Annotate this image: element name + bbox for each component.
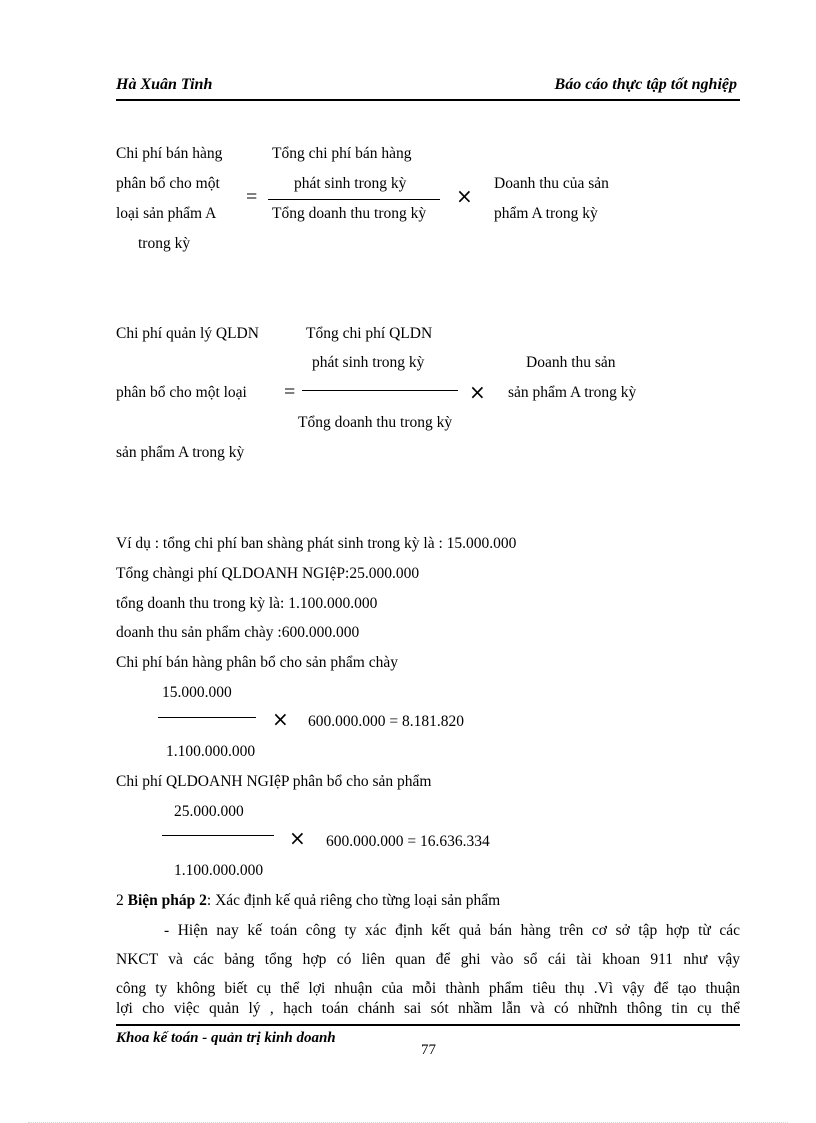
formula1-numerator-line: Tổng chi phí bán hàng bbox=[272, 145, 412, 162]
header-author: Hà Xuân Tinh bbox=[116, 76, 213, 93]
example-line: Ví dụ : tổng chi phí ban shàng phát sinh trong kỳ là : 15.000.000 bbox=[116, 535, 517, 552]
formula1-rhs-line: Doanh thu của sản bbox=[494, 175, 609, 192]
paragraph-line: công ty không biết cụ thể lợi nhuận của mỗi thành phẩm tiêu thụ .Vì vậy để tạo thuận bbox=[116, 980, 740, 997]
calc2-times: × bbox=[289, 826, 306, 850]
section-bold-label: Biện pháp 2 bbox=[127, 892, 207, 909]
formula2-equals: = bbox=[284, 381, 296, 403]
formula2-denominator: Tổng doanh thu trong kỳ bbox=[298, 414, 453, 431]
formula1-equals: = bbox=[246, 186, 258, 208]
formula1-lhs-line: loại sản phẩm A bbox=[116, 205, 217, 222]
formula2-rhs-line: sản phẩm A trong kỳ bbox=[508, 384, 637, 401]
formula1-lhs-line: trong kỳ bbox=[138, 235, 191, 252]
formula2-lhs-line: phân bổ cho một loại bbox=[116, 384, 247, 401]
section-heading bbox=[116, 892, 500, 910]
example-line: tổng doanh thu trong kỳ là: 1.100.000.000 bbox=[116, 595, 378, 612]
header-rule bbox=[116, 99, 740, 101]
footer-faculty: Khoa kế toán - quản trị kinh doanh bbox=[116, 1030, 336, 1046]
formula1-denominator: Tổng doanh thu trong kỳ bbox=[272, 205, 427, 222]
calc1-fraction-bar bbox=[158, 717, 256, 718]
calc1-denominator: 1.100.000.000 bbox=[166, 743, 256, 760]
formula1-numerator-line: phát sinh trong kỳ bbox=[294, 175, 407, 192]
example-label-2: Chi phí QLDOANH NGIệP phân bổ cho sản phẩm bbox=[116, 773, 432, 790]
formula2-lhs-line: Chi phí quản lý QLDN bbox=[116, 325, 259, 342]
paragraph-line: - Hiện nay kế toán công ty xác định kết quả bán hàng trên cơ sở tập hợp từ các bbox=[164, 922, 740, 939]
example-line: doanh thu sản phẩm chày :600.000.000 bbox=[116, 624, 360, 641]
example-line: Chi phí bán hàng phân bổ cho sản phẩm chày bbox=[116, 654, 398, 671]
calc1-times: × bbox=[272, 707, 289, 731]
formula1-rhs-line: phẩm A trong kỳ bbox=[494, 205, 598, 222]
formula2-rhs-line: Doanh thu sản bbox=[526, 354, 616, 371]
section-number: 2 bbox=[116, 892, 124, 909]
calc2-numerator: 25.000.000 bbox=[174, 803, 244, 820]
calc1-numerator: 15.000.000 bbox=[162, 684, 232, 701]
formula1-lhs-line: phân bổ cho một bbox=[116, 175, 220, 192]
calc1-result: 600.000.000 = 8.181.820 bbox=[308, 713, 464, 730]
footer-rule bbox=[116, 1024, 740, 1026]
page-number: 77 bbox=[421, 1042, 436, 1058]
paragraph-line: NKCT và các bảng tổng hợp có liên quan để ghi vào sổ cái tài khoan 911 như vậy bbox=[116, 951, 740, 968]
formula1-fraction-bar bbox=[268, 199, 440, 200]
formula2-fraction-bar bbox=[302, 390, 458, 391]
calc2-denominator: 1.100.000.000 bbox=[174, 862, 264, 879]
calc2-result: 600.000.000 = 16.636.334 bbox=[326, 833, 490, 850]
formula1-times: × bbox=[456, 184, 473, 208]
formula2-numerator-line: phát sinh trong kỳ bbox=[312, 354, 425, 371]
calc2-fraction-bar bbox=[162, 835, 274, 836]
example-line: Tổng chàngi phí QLDOANH NGIệP:25.000.000 bbox=[116, 565, 420, 582]
formula2-numerator-line: Tổng chi phí QLDN bbox=[306, 325, 433, 342]
paragraph-line: lợi cho việc quản lý , hạch toán chánh sai sót nhầm lẫn và có nhữnh thông tin cụ thể bbox=[116, 1000, 740, 1017]
formula1-lhs-line: Chi phí bán hàng bbox=[116, 145, 223, 162]
formula2-times: × bbox=[469, 380, 486, 404]
formula2-lhs-line: sản phẩm A trong kỳ bbox=[116, 444, 245, 461]
header-report-title: Báo cáo thực tập tốt nghiệp bbox=[554, 76, 737, 93]
section-title: : Xác định kế quả riêng cho từng loại sản phẩm bbox=[206, 892, 501, 909]
